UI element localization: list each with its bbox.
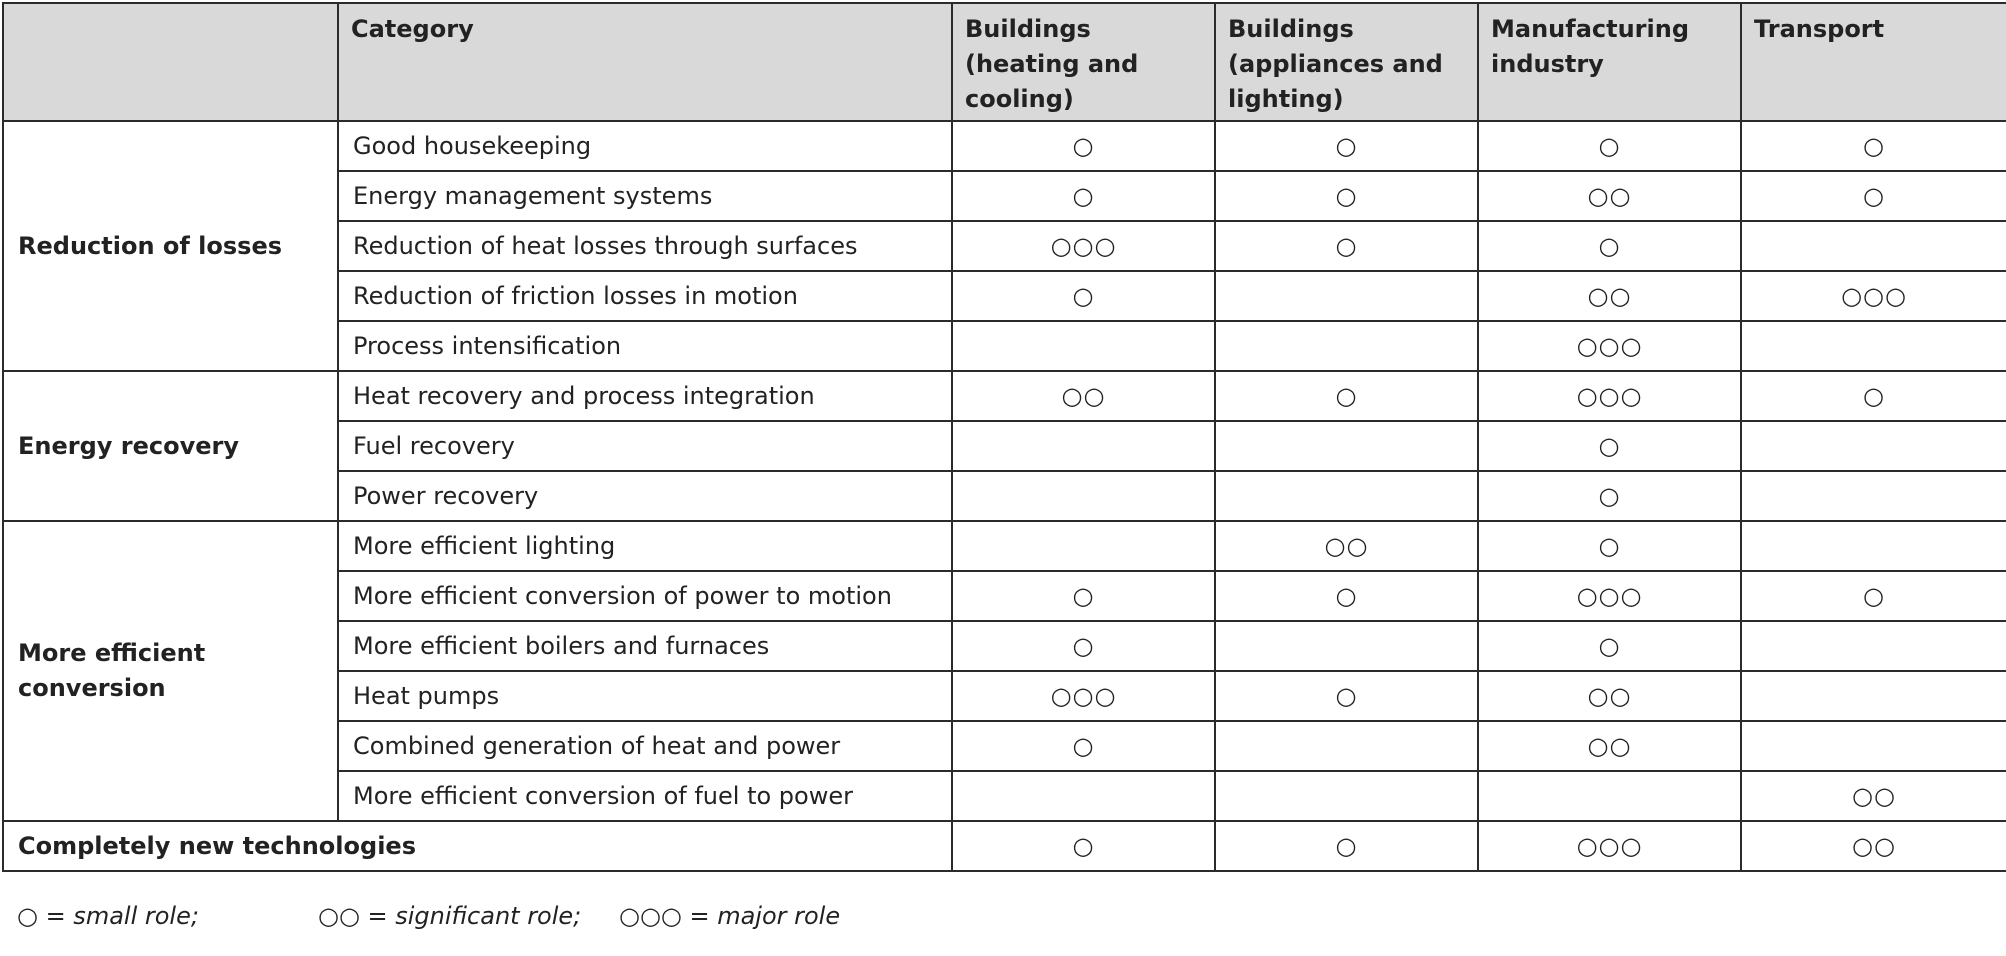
role-mark-cell [1741, 321, 2006, 371]
role-mark-cell [1478, 771, 1741, 821]
header-cell-buildings-appliances: Buildings (appliances and lighting) [1215, 3, 1478, 121]
role-mark-cell: ○○○ [1478, 571, 1741, 621]
header-cell-manufacturing: Manufacturing industry [1478, 3, 1741, 121]
technology-cell: Fuel recovery [338, 421, 952, 471]
legend-major-role: ○○○ = major role [619, 902, 841, 930]
header-row [3, 3, 2006, 121]
role-mark-cell [952, 471, 1215, 521]
technology-cell: Combined generation of heat and power [338, 721, 952, 771]
role-mark-cell [1741, 621, 2006, 671]
role-mark-cell: ○ [1215, 671, 1478, 721]
role-mark-cell: ○○ [1478, 671, 1741, 721]
header-cell-category: Category [338, 3, 952, 121]
role-mark-cell: ○ [1215, 221, 1478, 271]
role-mark-cell: ○○ [1478, 271, 1741, 321]
role-mark-cell [1215, 421, 1478, 471]
technology-cell: Power recovery [338, 471, 952, 521]
role-mark-cell [1741, 421, 2006, 471]
energy-efficiency-table [2, 2, 2006, 872]
energy-efficiency-table-container [2, 2, 2006, 872]
role-mark-cell: ○ [1741, 171, 2006, 221]
role-mark-cell: ○○○ [952, 671, 1215, 721]
role-mark-cell: ○ [1478, 121, 1741, 171]
role-mark-cell [1215, 621, 1478, 671]
role-mark-cell [1741, 471, 2006, 521]
role-mark-cell: ○○ [1478, 171, 1741, 221]
role-mark-cell: ○○○ [1741, 271, 2006, 321]
role-mark-cell: ○ [1741, 571, 2006, 621]
role-mark-cell: ○ [952, 571, 1215, 621]
table-body [3, 121, 2006, 871]
role-mark-cell: ○ [952, 271, 1215, 321]
role-mark-cell [1741, 721, 2006, 771]
role-mark-cell: ○ [1215, 821, 1478, 871]
role-mark-cell: ○○ [1741, 771, 2006, 821]
role-mark-cell [1741, 671, 2006, 721]
technology-cell: More efficient conversion of power to motion [338, 571, 952, 621]
group-label-cell: More efficient conversion [3, 521, 338, 821]
technology-cell: Process intensification [338, 321, 952, 371]
role-mark-cell: ○○ [1478, 721, 1741, 771]
role-mark-cell: ○ [952, 821, 1215, 871]
role-mark-cell: ○ [952, 171, 1215, 221]
technology-cell: Reduction of friction losses in motion [338, 271, 952, 321]
table-row [3, 121, 2006, 171]
role-mark-cell: ○ [1215, 571, 1478, 621]
role-mark-cell: ○○○ [1478, 321, 1741, 371]
role-mark-cell [1215, 271, 1478, 321]
role-mark-cell [952, 421, 1215, 471]
role-mark-cell [1215, 721, 1478, 771]
technology-cell: Heat pumps [338, 671, 952, 721]
technology-cell: More efficient conversion of fuel to power [338, 771, 952, 821]
role-mark-cell: ○ [1215, 121, 1478, 171]
role-mark-cell: ○ [952, 621, 1215, 671]
technology-cell: Energy management systems [338, 171, 952, 221]
technology-cell: Reduction of heat losses through surfaces [338, 221, 952, 271]
header-cell-transport: Transport [1741, 3, 2006, 121]
role-mark-cell [1741, 221, 2006, 271]
role-mark-cell: ○ [1215, 371, 1478, 421]
technology-cell: Heat recovery and process integration [338, 371, 952, 421]
role-mark-cell: ○ [952, 721, 1215, 771]
role-mark-cell: ○○ [952, 371, 1215, 421]
role-mark-cell [952, 521, 1215, 571]
role-mark-cell [952, 771, 1215, 821]
technology-cell: More efficient lighting [338, 521, 952, 571]
header-cell-blank [3, 3, 338, 121]
technology-cell: More efficient boilers and furnaces [338, 621, 952, 671]
role-mark-cell: ○ [952, 121, 1215, 171]
role-mark-cell [1215, 471, 1478, 521]
role-mark-cell [952, 321, 1215, 371]
legend [17, 902, 840, 930]
technology-cell: Good housekeeping [338, 121, 952, 171]
legend-significant-role: ○○ = significant role; [318, 902, 582, 930]
header-cell-buildings-heating: Buildings (heating and cooling) [952, 3, 1215, 121]
role-mark-cell [1215, 321, 1478, 371]
role-mark-cell: ○ [1478, 521, 1741, 571]
table-row [3, 521, 2006, 571]
group-label-cell: Completely new technologies [3, 821, 952, 871]
legend-small-role: ○ = small role; [17, 902, 199, 930]
role-mark-cell: ○○ [1741, 821, 2006, 871]
role-mark-cell: ○ [1478, 621, 1741, 671]
role-mark-cell: ○ [1741, 121, 2006, 171]
role-mark-cell: ○ [1215, 171, 1478, 221]
role-mark-cell: ○○ [1215, 521, 1478, 571]
table-row [3, 371, 2006, 421]
role-mark-cell [1741, 521, 2006, 571]
group-label-cell: Energy recovery [3, 371, 338, 521]
table-row-new-technologies [3, 821, 2006, 871]
role-mark-cell: ○○○ [952, 221, 1215, 271]
role-mark-cell: ○ [1741, 371, 2006, 421]
role-mark-cell: ○ [1478, 421, 1741, 471]
role-mark-cell [1215, 771, 1478, 821]
group-label-cell: Reduction of losses [3, 121, 338, 371]
role-mark-cell: ○ [1478, 221, 1741, 271]
role-mark-cell: ○○○ [1478, 821, 1741, 871]
role-mark-cell: ○ [1478, 471, 1741, 521]
role-mark-cell: ○○○ [1478, 371, 1741, 421]
